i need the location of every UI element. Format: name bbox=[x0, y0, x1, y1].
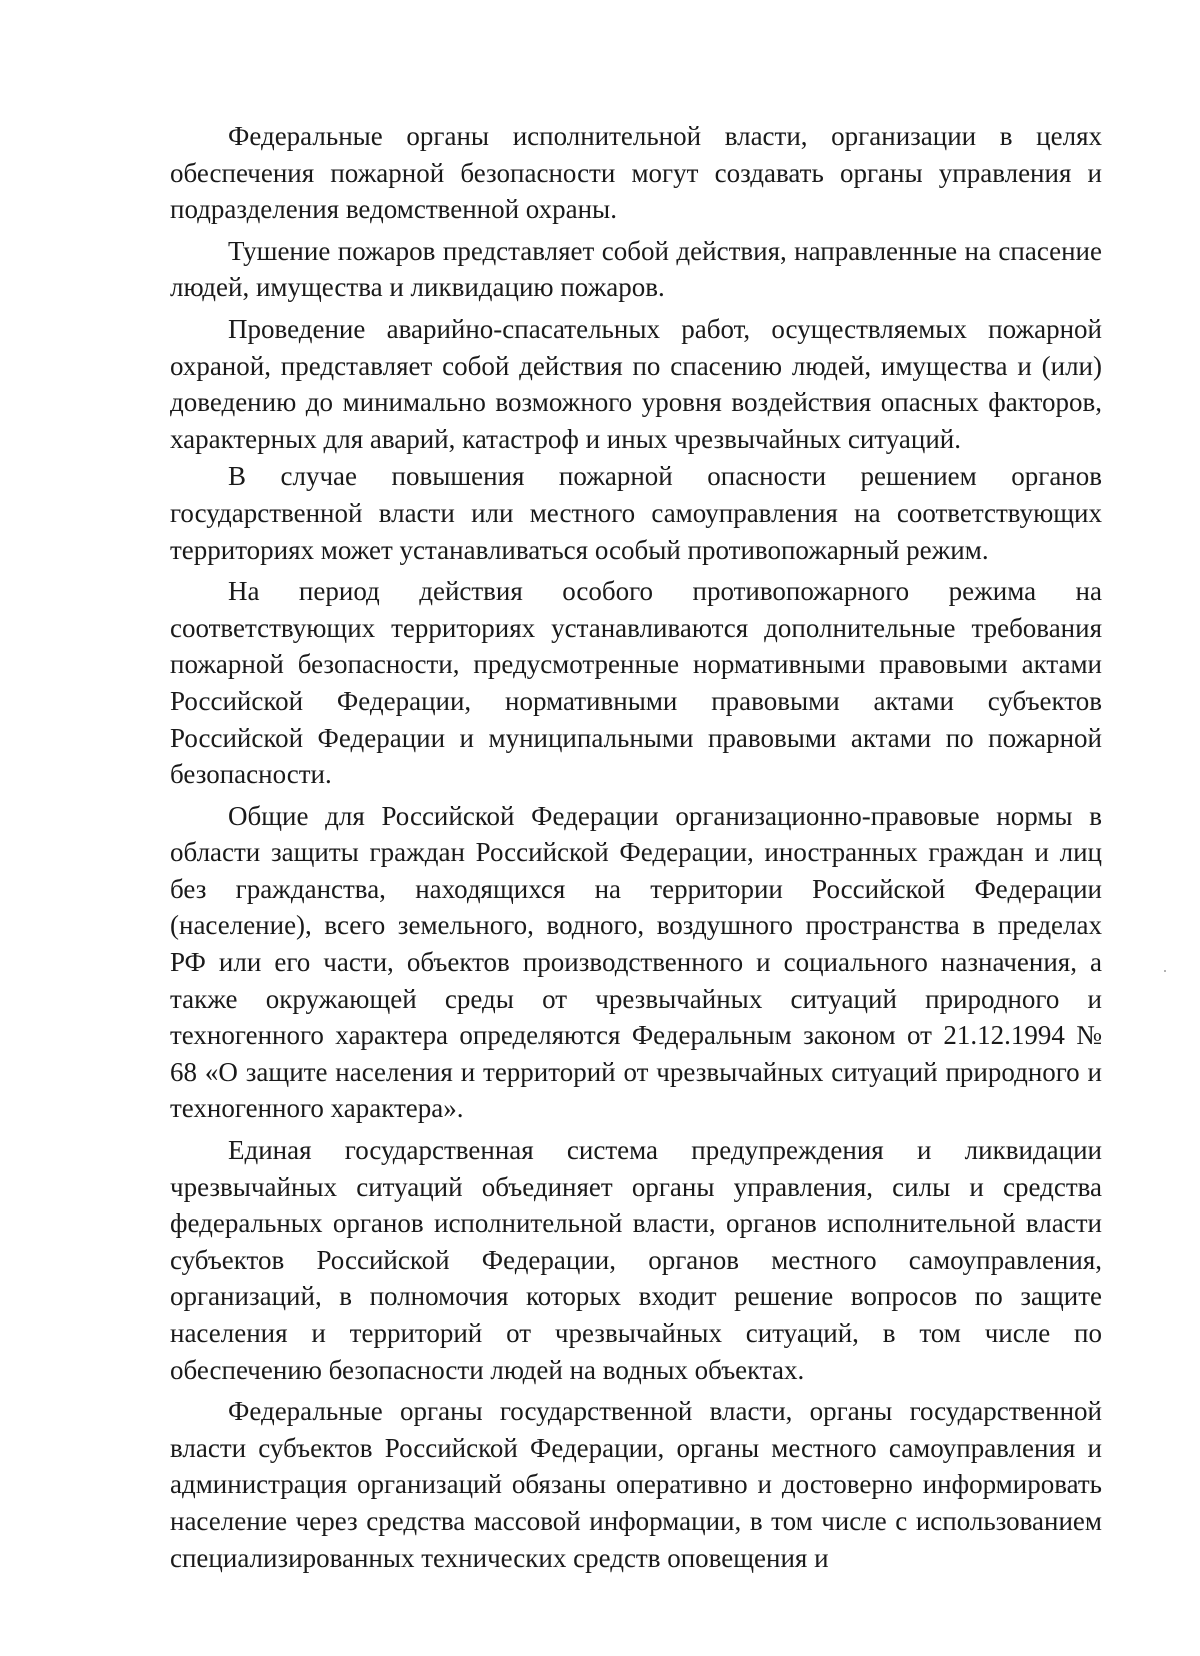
scan-speck bbox=[1164, 970, 1166, 972]
paragraph-additional-requirements: На период действия особого противопожарного режима на соответствующих территориях устанавливаются дополнительные требования пожарной безопасности, предусмотренные нормативными правовыми актами Российской Федерации, нормативными правовыми актами субъектов Российской Федерации и муниципальными правовыми актами по пожарной безопасности. bbox=[170, 576, 1102, 790]
paragraph-rescue-operations: Проведение аварийно-спасательных работ, осуществляемых пожарной охраной, представляет собой действия по спасению людей, имущества и (или) доведению до минимально возможного уровня воздействия опасных факторов, характерных для аварий, катастроф и иных чрезвычайных ситуаций. bbox=[170, 313, 1102, 454]
paragraph-departmental-protection: Федеральные органы исполнительной власти, организации в целях обеспечения пожарной безопасности могут создавать органы управления и подразделения ведомственной охраны. bbox=[170, 121, 1102, 225]
paragraph-special-fire-regime: В случае повышения пожарной опасности решением органов государственной власти или местного самоуправления на соответствующих территориях может устанавливаться особый противопожарный режим. bbox=[170, 461, 1102, 565]
paragraph-firefighting-definition: Тушение пожаров представляет собой действия, направленные на спасение людей, имущества и ликвидацию пожаров. bbox=[170, 235, 1102, 303]
paragraph-inform-population: Федеральные органы государственной власти, органы государственной власти субъектов Российской Федерации, органы местного самоуправления и администрация организаций обязаны оперативно и достоверно информировать население через средства массовой информации, в том числе с использованием специализированных технических средств оповещения и bbox=[170, 1396, 1102, 1573]
paragraph-unified-state-system: Единая государственная система предупреждения и ликвидации чрезвычайных ситуаций объединяет органы управления, силы и средства федеральных органов исполнительной власти, органов исполнительной власти субъектов Российской Федерации, органов местного самоуправления, организаций, в полномочия которых входит решение вопросов по защите населения и территорий от чрезвычайных ситуаций, в том числе по обеспечению безопасности людей на водных объектах. bbox=[170, 1135, 1102, 1385]
document-body bbox=[170, 118, 1102, 1576]
paragraph-federal-law-68: Общие для Российской Федерации организационно-правовые нормы в области защиты граждан Российской Федерации, иностранных граждан и лиц без гражданства, находящихся на территории Российской Федерации (население), всего земельного, водного, воздушного пространства в пределах РФ или его части, объектов производственного и социального назначения, а также окружающей среды от чрезвычайных ситуаций природного и техногенного характера определяются Федеральным законом от 21.12.1994 № 68 «О защите населения и территорий от чрезвычайных ситуаций природного и техногенного характера». bbox=[170, 800, 1102, 1124]
